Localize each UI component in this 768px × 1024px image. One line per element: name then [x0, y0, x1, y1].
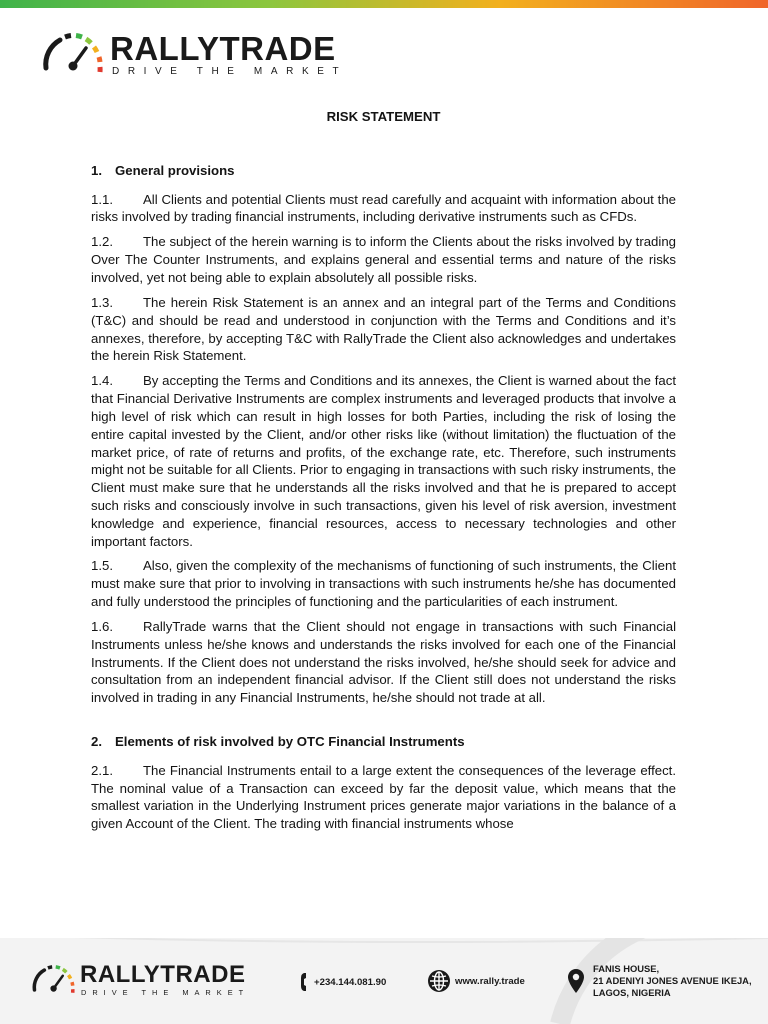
section-heading [91, 162, 676, 180]
location-pin-icon [567, 968, 585, 994]
paragraph-text: Also, given the complexity of the mechanisms of functioning of such instruments, the Client must make sure that prior to involving in transactions with such instruments he/she has documented and fully understood the principles of functioning and the particularities of each instrument. [91, 558, 676, 610]
section-number: 2. [91, 734, 102, 750]
address-line: LAGOS, NIGERIA [593, 987, 671, 998]
address-line: FANIS HOUSE, [593, 963, 660, 974]
paragraph-number: 1.3. [91, 294, 113, 310]
paragraph-text: All Clients and potential Clients must read carefully and acquaint with information about the risks involved by trading financial instruments, including derivative instruments such as CFDs. [91, 191, 676, 225]
section-title: General provisions [115, 162, 235, 178]
brand-tagline: DRIVE THE MARKET [112, 65, 348, 77]
footer-phone[interactable] [300, 972, 386, 992]
paragraph [91, 762, 676, 833]
footer-address [567, 963, 752, 999]
phone-icon [300, 972, 312, 992]
paragraph [91, 294, 676, 365]
address-line: 21 ADENIYI JONES AVENUE IKEJA, [593, 975, 752, 986]
paragraph-text: The herein Risk Statement is an annex and an integral part of the Terms and Conditions (T&C) and should be read and understood in conjunction with the Terms and Conditions and it’s annexes, therefore, by accepting T&C with RallyTrade the Client also acknowledges and undertakes the herein Risk Statement. [91, 294, 676, 364]
brand-name: RALLYTRADE [110, 29, 336, 67]
section-heading [91, 733, 676, 751]
section-number: 1. [91, 162, 102, 178]
brand-tagline: DRIVE THE MARKET [81, 988, 250, 998]
paragraph-text: By accepting the Terms and Conditions and its annexes, the Client is warned about the fact that Financial Derivative Instruments are complex instruments and leveraged products that involve a high level of risk which can result in high losses for both Parties, including the risk of losing the entire capital invested by the Client, and/or other risks like (without limitation) the fluctuation of the market price, of rate of returns and profits, of the exchange rate, etc. Therefore, such instruments might not be suitable for all Clients. Prior to engaging in transactions with such risky instruments, the Client must make sure that he understands all the risks involved and that he is prepared to accept such risks and consciously involve in such transactions, given his level of risk aversion, investment knowledge and experience, financial resources, access to necessary technologies and other important factors. [91, 373, 676, 549]
footer-logo [30, 963, 249, 997]
paragraph [91, 233, 676, 286]
paragraph-number: 1.2. [91, 234, 113, 250]
document-title: RISK STATEMENT [326, 109, 441, 124]
website-link[interactable]: www.rally.trade [455, 975, 525, 987]
paragraph [91, 557, 676, 610]
paragraph-number: 2.1. [91, 762, 113, 778]
brand-name: RALLYTRADE [80, 961, 246, 989]
paragraph-text: The subject of the herein warning is to inform the Clients about the risks involved by trading Over The Counter Instruments, and explains general and essential terms and nature of the risks involved, yet not being able to explain absolutely all possible risks. [91, 234, 676, 285]
paragraph-number: 1.4. [91, 373, 113, 389]
paragraph-number: 1.5. [91, 558, 113, 574]
footer-website[interactable] [427, 969, 525, 993]
paragraph-number: 1.6. [91, 619, 113, 635]
document-body [91, 108, 676, 840]
paragraph [91, 191, 676, 227]
speedometer-logo-icon [30, 963, 80, 997]
paragraph [91, 372, 676, 550]
globe-icon [427, 969, 451, 993]
paragraph-text: The Financial Instruments entail to a large extent the consequences of the leverage effect. The nominal value of a Transaction can exceed by far the deposit value, which means that the smallest variation in the Underlying Instrument prices generate major variations in the balance of a given Account of the Client. The trading with financial instruments whose [91, 762, 676, 832]
section-title: Elements of risk involved by OTC Financial Instruments [115, 734, 465, 750]
paragraph-number: 1.1. [91, 191, 113, 207]
phone-number: +234.144.081.90 [314, 976, 387, 988]
paragraph-text: RallyTrade warns that the Client should not engage in transactions with such Financial Instruments unless he/she knows and understands the risks involved for each one of the Financial Instruments. If the Client does not understand the risks involved, he/she should seek for advice and consultation from an independent financial advisor. If the Client still does not understand the risks involved in trading in any Financial Instruments, he/she should not trade at all. [91, 619, 676, 706]
paragraph [91, 618, 676, 707]
